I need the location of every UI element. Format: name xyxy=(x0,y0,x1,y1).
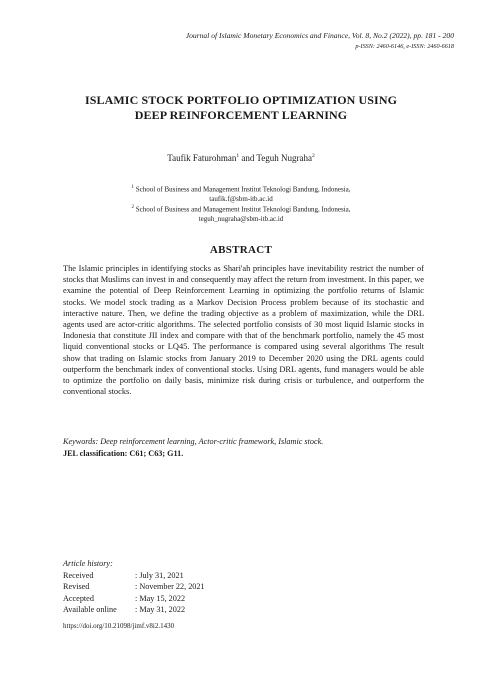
author-2-affiliation-mark: 2 xyxy=(312,153,315,159)
journal-header xyxy=(186,30,454,52)
affiliation-1 xyxy=(60,183,422,204)
author-1: Taufik Faturohman xyxy=(167,153,237,163)
doi-link[interactable]: https://doi.org/10.21098/jimf.v8i2.1430 xyxy=(63,622,175,630)
affiliation-2 xyxy=(60,203,422,224)
author-1-affiliation-mark: 1 xyxy=(236,153,240,159)
affiliation-2-institution: School of Business and Management Institut Teknologi Bandung, Indonesia, xyxy=(135,205,351,214)
history-label: Accepted xyxy=(63,593,94,603)
author-conjunction: and xyxy=(239,153,257,163)
author-2: Teguh Nugraha xyxy=(256,153,313,163)
journal-citation: Journal of Islamic Monetary Economics and Finance, Vol. 8, No.2 (2022), pp. 181 - 200 xyxy=(185,31,454,40)
affiliation-1-institution: School of Business and Management Institut Teknologi Bandung, Indonesia, xyxy=(135,185,351,194)
affiliation-1-mark: 1 xyxy=(131,185,134,190)
abstract-heading: ABSTRACT xyxy=(209,244,273,256)
history-label: Received xyxy=(63,570,94,580)
history-row-available-online xyxy=(63,604,205,616)
issn-line: p-ISSN: 2460-6146, e-ISSN: 2460-6618 xyxy=(355,43,454,50)
affiliation-2-email: teguh_nugraha@sbm-itb.ac.id xyxy=(198,215,284,224)
title-line-2: DEEP REINFORCEMENT LEARNING xyxy=(134,108,348,122)
article-history-heading: Article history: xyxy=(63,559,113,568)
keywords-block xyxy=(63,436,424,459)
history-value: : May 31, 2022 xyxy=(135,605,186,614)
affiliation-1-email: taufik.f@sbm-itb.ac.id xyxy=(209,195,273,204)
history-value: : May 15, 2022 xyxy=(135,593,186,603)
article-history xyxy=(63,558,205,616)
history-row-received xyxy=(63,570,205,582)
jel-classification: JEL classification: C61; C63; G11. xyxy=(63,448,184,458)
history-row-accepted xyxy=(63,593,205,605)
history-label: Available online xyxy=(63,605,117,614)
history-value: : July 31, 2021 xyxy=(135,570,184,580)
history-label: Revised xyxy=(63,582,90,591)
affiliation-2-mark: 2 xyxy=(131,205,134,210)
abstract-body: The Islamic principles in identifying stocks as Shari'ah principles have inevitability restrict the number of stocks that Muslims can invest in and consequently may affect the return from investment. In this paper, we examine the potential of Deep Reinforcement Learning in optimizing the portfolio returns of Islamic stocks. We model stock trading as a Markov Decision Process problem because of its stochastic and interactive nature. Then, we define the trading objective as a problem of maximization, while the DRL agents used are actor-critic algorithms. The selected portfolio consists of 30 most liquid Islamic stocks in Indonesia that constitute JII index and compare with that of the benchmark portfolio, namely the 45 most liquid conventional stocks or LQ45. The performance is compared using several algorithms The result show that trading on Islamic stocks from January 2019 to December 2020 using the DRL agents could outperform the benchmark index of conventional stocks. Using DRL agents, fund managers would be able to optimize the portfolio on daily basis, minimize risk during crisis or turbulence, and outperform the conventional stocks. xyxy=(63,264,424,397)
title-line-1: ISLAMIC STOCK PORTFOLIO OPTIMIZATION USING xyxy=(84,93,398,107)
author-list xyxy=(0,150,482,164)
history-value: : November 22, 2021 xyxy=(135,582,205,591)
paper-title xyxy=(60,93,422,123)
keywords-line: Keywords: Deep reinforcement learning, Actor-critic framework, Islamic stock. xyxy=(63,437,324,446)
history-row-revised xyxy=(63,581,205,593)
